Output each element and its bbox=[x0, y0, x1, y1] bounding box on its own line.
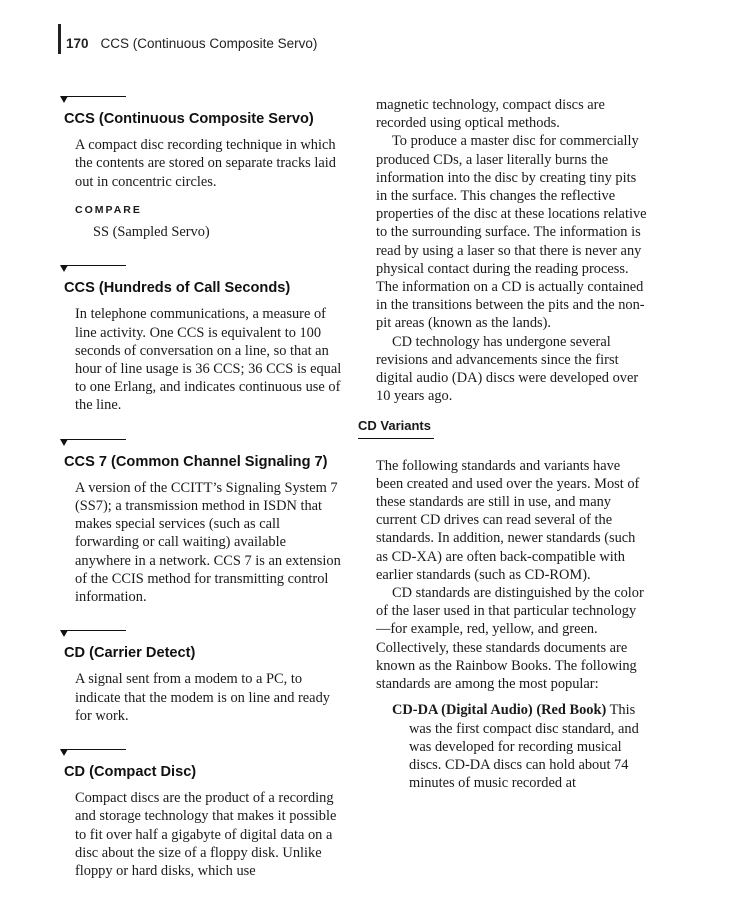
header-rule bbox=[58, 24, 61, 54]
entry-marker-icon bbox=[60, 630, 126, 636]
entry-term: CD (Carrier Detect) bbox=[64, 645, 196, 662]
entry-definition: In telephone communications, a measure of line activity. One CCS is equivalent to 100 seconds of conversation on a line, so that an hour of line usage is 36 CCS; 36 CCS is equal to one Erlang, and indicates continuous use of the line. bbox=[75, 306, 342, 414]
entry-definition: A version of the CCITT’s Signaling System 7 (SS7); a transmission method in ISDN that makes special services (such as call forwarding or call waiting) available anywhere in a network. CCS 7 is an extension of the CCIS method for transmitting control information. bbox=[75, 479, 341, 606]
paragraph: To produce a master disc for commercially produced CDs, a laser literally burns the information into the disc by creating tiny pits in the surface. This changes the reflective properties of the disc at these locations relative to the surrounding surface. The information is read by using a laser so that there is never any physical contact during the reading process. The information on a CD is actually contained in the transitions between the pits and the non-pit areas (known as the lands). bbox=[376, 133, 647, 332]
entry-term: CCS 7 (Common Channel Signaling 7) bbox=[64, 453, 328, 470]
paragraph: CD technology has undergone several revisions and advancements since the first digital audio (DA) discs were developed over 10 years ago. bbox=[376, 333, 639, 405]
entry-term: CCS (Continuous Composite Servo) bbox=[64, 111, 314, 127]
compare-reference: SS (Sampled Servo) bbox=[93, 224, 210, 241]
glossary-entry bbox=[60, 630, 345, 725]
definition-list-item bbox=[392, 701, 650, 792]
subheading-rule bbox=[358, 438, 434, 439]
entry-term: CCS (Hundreds of Call Seconds) bbox=[64, 280, 291, 297]
paragraph: CD standards are distinguished by the color of the laser used in that particular technology—for example, red, yellow, and green. Collectively, these standards documents are known as the Rainbow Books. The following standards are among the most popular: bbox=[376, 585, 644, 693]
entry-marker-icon bbox=[60, 439, 126, 445]
entry-marker-icon bbox=[60, 749, 126, 755]
left-column bbox=[60, 96, 345, 904]
glossary-entry bbox=[60, 265, 345, 414]
section-subheading: CD Variants bbox=[358, 418, 431, 434]
running-title: CCS (Continuous Composite Servo) bbox=[100, 36, 318, 51]
running-header bbox=[66, 36, 317, 51]
glossary-entry bbox=[60, 96, 345, 241]
page-number: 170 bbox=[66, 36, 89, 51]
entry-definition: Compact discs are the product of a recording and storage technology that makes it possible to fit over half a gigabyte of digital data on a disc about the size of a floppy disk. Unlike floppy or hard disks, which use bbox=[75, 790, 337, 880]
compare-label: COMPARE bbox=[75, 203, 142, 216]
entry-marker-icon bbox=[60, 96, 126, 102]
list-text: This was the first compact disc standard, and was developed for recording musical discs. CD-DA discs can hold about 74 minutes of music recorded at bbox=[409, 702, 639, 792]
list-term: CD-DA (Digital Audio) (Red Book) bbox=[392, 702, 607, 719]
entry-definition: A signal sent from a modem to a PC, to indicate that the modem is on line and ready for work. bbox=[75, 671, 330, 724]
paragraph: The following standards and variants have been created and used over the years. Most of these standards are still in use, and many current CD drives can read several of the standards. In addition, newer standards (such as CD-XA) are often back-compatible with earlier standards (such as CD-ROM). bbox=[376, 457, 640, 583]
glossary-entry bbox=[60, 749, 345, 880]
glossary-entry bbox=[60, 439, 345, 607]
right-column bbox=[360, 96, 650, 792]
entry-definition: A compact disc recording technique in which the contents are stored on separate tracks laid out in concentric circles. bbox=[75, 137, 336, 190]
paragraph: magnetic technology, compact discs are recorded using optical methods. bbox=[376, 97, 605, 132]
entry-term: CD (Compact Disc) bbox=[64, 764, 197, 781]
entry-marker-icon bbox=[60, 265, 126, 271]
